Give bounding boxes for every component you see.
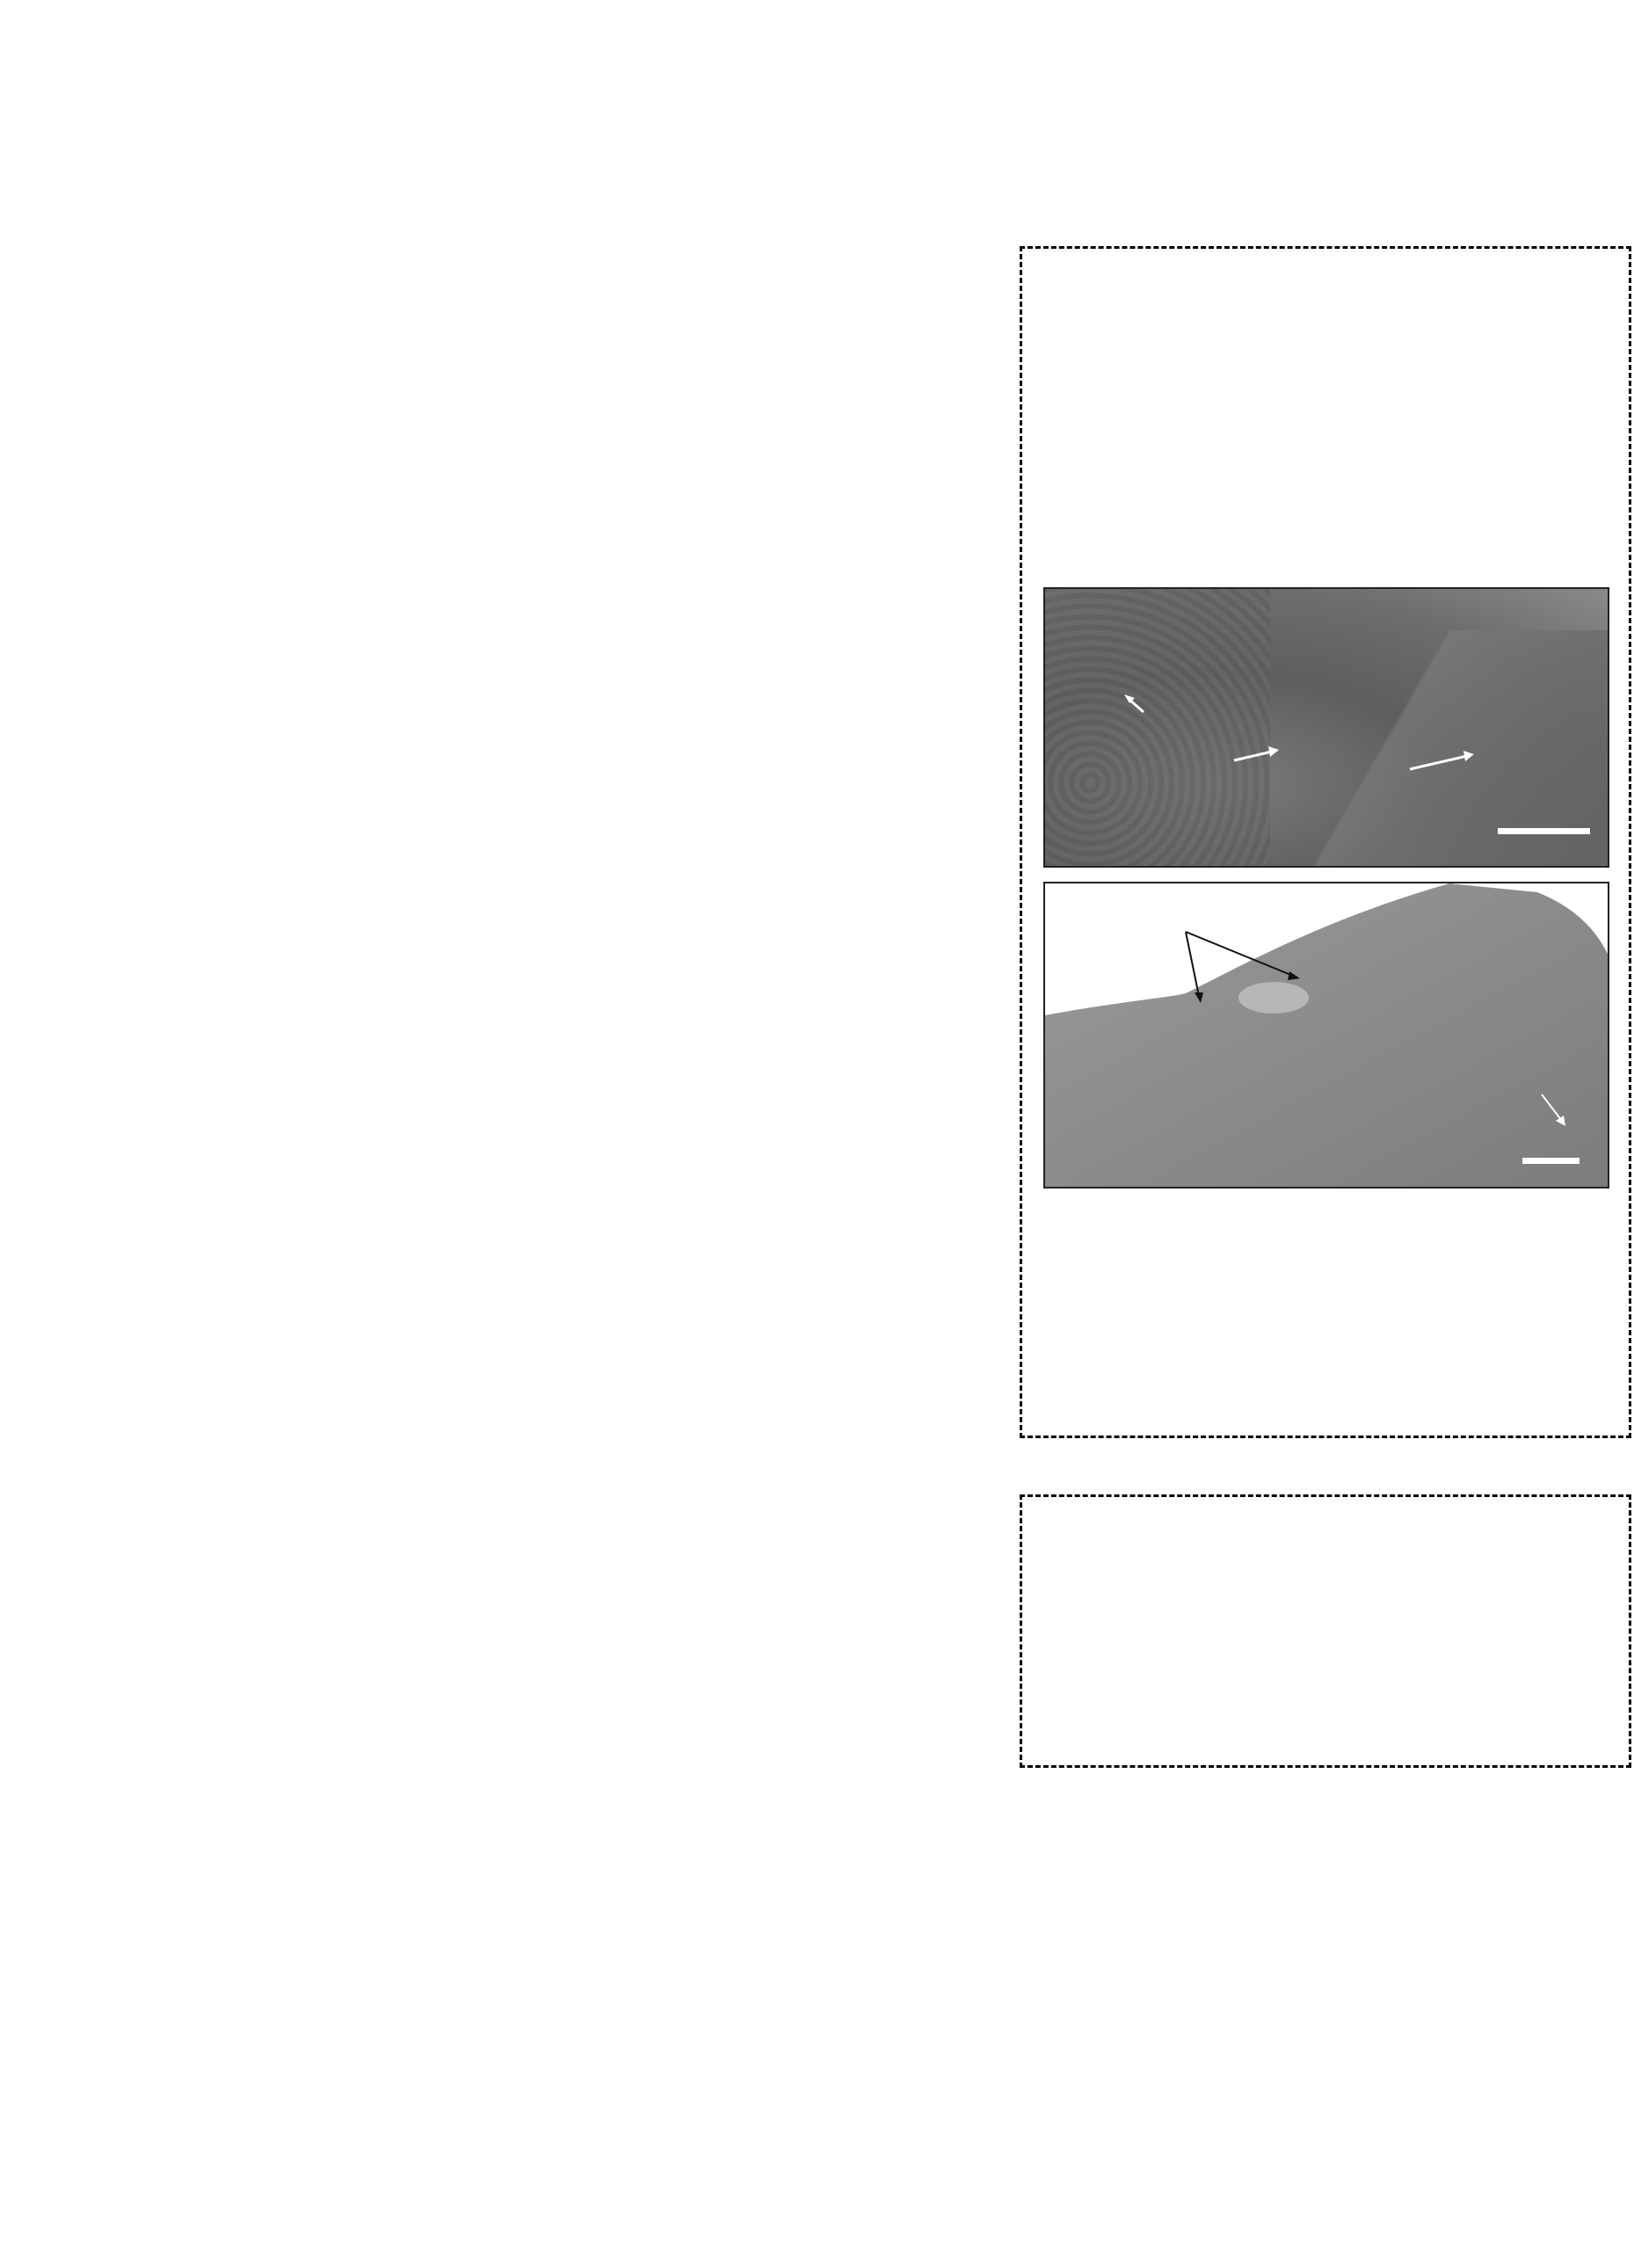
rounding-frosting-box <box>1020 1494 1631 1768</box>
frost-weathering-box <box>1020 246 1631 1438</box>
arrow-icon <box>1045 589 1608 866</box>
sem-photo-b <box>1043 882 1609 1189</box>
sem-photo-a <box>1043 587 1609 868</box>
scalebar-a <box>1498 828 1590 834</box>
scalebar-b <box>1522 1158 1580 1164</box>
grain-surface <box>1045 883 1608 1187</box>
